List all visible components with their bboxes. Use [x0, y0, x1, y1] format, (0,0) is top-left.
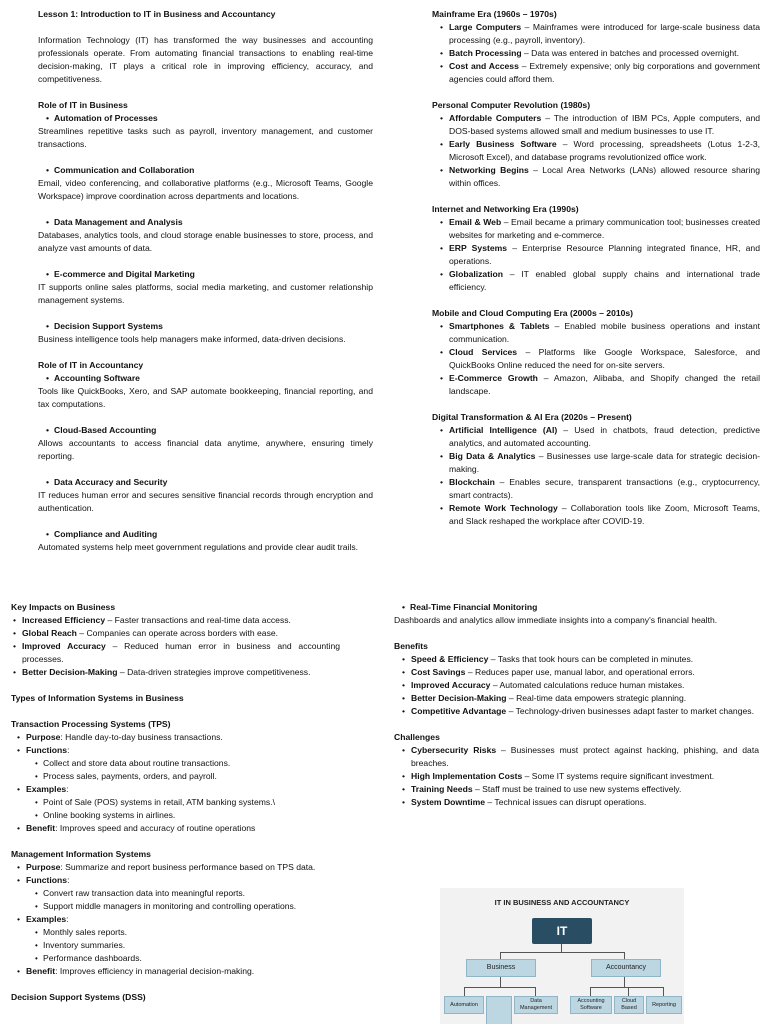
benefit-item-text: – Reduces paper use, manual labor, and operational errors.: [465, 667, 695, 677]
era-list: [432, 216, 760, 294]
diagram-title: IT IN BUSINESS AND ACCOUNTANCY: [494, 898, 630, 907]
era-item-text: – Amazon, Alibaba, and Shopify changed the retail landscape.: [449, 373, 760, 396]
diagram-root-it: IT: [532, 918, 592, 944]
diagram-business: Business: [466, 959, 536, 977]
role-accountancy-heading: Role of IT in Accountancy: [38, 360, 144, 370]
era-item: [438, 424, 760, 450]
benefits-heading: Benefits: [394, 641, 428, 651]
role-business-list: [38, 112, 373, 346]
mis-benefit-label: Benefit: [26, 966, 56, 976]
era-item-label: Networking Begins: [449, 165, 529, 175]
challenge-item-label: Cybersecurity Risks: [411, 745, 497, 755]
impact-item-label: Increased Efficiency: [22, 615, 106, 625]
tps-benefit-text: : Improves speed and accuracy of routine operations: [55, 823, 256, 833]
types-heading: Types of Information Systems in Business: [11, 693, 184, 703]
diagram-leaf-automation: Automation: [444, 996, 484, 1014]
diagram-leaf-accounting-software: Accounting Software: [570, 996, 612, 1014]
intro-paragraph: Information Technology (IT) has transformed the way businesses and accounting professionals operate. From automating financial transactions to enabling real-time decision-making, IT plays a critical role in improving efficiency, accuracy, and competitiveness.: [38, 35, 373, 84]
benefit-item-text: – Real-time data empowers strategic planning.: [506, 693, 687, 703]
mis-benefit: [15, 965, 340, 978]
era-item: [438, 164, 760, 190]
lesson-title: Lesson 1: Introduction to IT in Business and Accountancy: [38, 9, 276, 19]
challenge-item-label: High Implementation Costs: [411, 771, 523, 781]
benefit-item: [400, 666, 759, 679]
bottom-left-column: [11, 601, 340, 1004]
mis-example-item: • Performance dashboards.: [35, 952, 340, 965]
role-business-item-text: Email, video conferencing, and collaborative platforms (e.g., Microsoft Teams, Google Workspace) improve coordination across departments and locations.: [38, 178, 373, 201]
era-item: [438, 372, 760, 398]
era-heading: Personal Computer Revolution (1980s): [432, 100, 591, 110]
mis-functions-label: Functions: [26, 875, 68, 885]
era-list: [432, 112, 760, 190]
era-item-text: – Enterprise Resource Planning integrated finance, HR, and operations.: [449, 243, 760, 266]
benefit-item-text: – Tasks that took hours can be completed in minutes.: [488, 654, 694, 664]
tps-functions-list: [26, 757, 340, 783]
diagram-leaf-data-management: Data Management: [514, 996, 558, 1014]
era-item-text: – Enabled mobile business operations and instant communication.: [449, 321, 760, 344]
tps-example-item: • Online booking systems in airlines.: [35, 809, 340, 822]
benefit-item: [400, 653, 759, 666]
era-item: [438, 346, 760, 372]
era-item-label: Affordable Computers: [449, 113, 542, 123]
role-business-heading: Role of IT in Business: [38, 100, 128, 110]
era-item: [438, 60, 760, 86]
diagram-center-block: [486, 996, 512, 1024]
benefit-item-label: Cost Savings: [411, 667, 466, 677]
era-item-label: E-Commerce Growth: [449, 373, 538, 383]
it-eras-column: [432, 8, 760, 541]
era-item: [438, 476, 760, 502]
tps-examples-list: [26, 796, 340, 822]
era-item-label: Globalization: [449, 269, 503, 279]
impact-item-label: Better Decision-Making: [22, 667, 118, 677]
era-item-label: Cloud Services: [449, 347, 518, 357]
era-item-label: Email & Web: [449, 217, 502, 227]
tps-function-item: • Collect and store data about routine transactions.: [35, 757, 340, 770]
era-item-text: – The introduction of IBM PCs, Apple computers, and DOS-based systems allowed small and medium businesses to use IT.: [449, 113, 760, 136]
mis-examples-list: [26, 926, 340, 965]
impacts-heading: Key Impacts on Business: [11, 602, 116, 612]
role-business-item-heading: • Decision Support Systems: [38, 320, 373, 333]
rtfm-text: Dashboards and analytics allow immediate insights into a company's financial health.: [394, 615, 718, 625]
benefit-item: [400, 679, 759, 692]
era-item-text: – Businesses use large-scale data for strategic decision-making.: [449, 451, 760, 474]
role-business-item-heading: • Automation of Processes: [38, 112, 373, 125]
challenge-item: [400, 744, 759, 770]
impacts-list: [11, 614, 340, 679]
mis-example-item: • Monthly sales reports.: [35, 926, 340, 939]
mis-purpose-label: Purpose: [26, 862, 61, 872]
impact-item-label: Global Reach: [22, 628, 77, 638]
era-item-label: Smartphones & Tablets: [449, 321, 550, 331]
mis-functions-list: [26, 887, 340, 913]
benefit-item: [400, 692, 759, 705]
mis-examples-label: Examples: [26, 914, 67, 924]
diagram-leaf-cloud-based: Cloud Based: [614, 996, 644, 1014]
impact-item-label: Improved Accuracy: [22, 641, 106, 651]
impact-item: [11, 666, 340, 679]
tps-section: [11, 718, 340, 835]
era-item: [438, 502, 760, 528]
tps-example-item: • Point of Sale (POS) systems in retail, ATM banking systems.\: [35, 796, 340, 809]
role-accountancy-item-heading: • Data Accuracy and Security: [38, 476, 373, 489]
era-item-label: Big Data & Analytics: [449, 451, 536, 461]
challenges-list: [394, 744, 759, 809]
benefit-item-text: – Automated calculations reduce human mistakes.: [490, 680, 685, 690]
role-accountancy-item-text: Automated systems help meet government regulations and provide clear audit trails.: [38, 542, 359, 552]
era-item: [438, 138, 760, 164]
challenge-item-label: System Downtime: [411, 797, 486, 807]
challenge-item-text: – Some IT systems require significant investment.: [522, 771, 715, 781]
era-item: [438, 450, 760, 476]
era-item: [438, 112, 760, 138]
challenge-item: [400, 783, 759, 796]
era-item-text: – Email became a primary communication tool; businesses created websites for marketing and e-commerce.: [449, 217, 760, 240]
impact-item-text: – Data-driven strategies improve competitiveness.: [117, 667, 311, 677]
mis-function-item: • Support middle managers in monitoring and controlling operations.: [35, 900, 340, 913]
role-business-item-text: IT supports online sales platforms, social media marketing, and customer relationship management systems.: [38, 282, 373, 305]
tps-functions-label: Functions: [26, 745, 68, 755]
challenge-item: [400, 770, 759, 783]
challenges-heading: Challenges: [394, 732, 440, 742]
impact-item: [11, 614, 340, 627]
role-accountancy-item-heading: • Compliance and Auditing: [38, 528, 373, 541]
mis-benefit-text: : Improves efficiency in managerial decision-making.: [55, 966, 255, 976]
dss-heading: Decision Support Systems (DSS): [11, 992, 146, 1002]
it-diagram: [440, 888, 684, 1024]
mis-functions: • Functions: • Convert raw transaction data into meaningful reports. • Support middle managers in monitoring and controlling operations.: [15, 874, 340, 913]
tps-heading: Transaction Processing Systems (TPS): [11, 719, 171, 729]
role-accountancy-item-text: Allows accountants to access financial data anytime, anywhere, ensuring timely reporting.: [38, 438, 373, 461]
tps-purpose-label: Purpose: [26, 732, 61, 742]
benefit-item-label: Improved Accuracy: [411, 680, 491, 690]
role-business-item-heading: • Communication and Collaboration: [38, 164, 373, 177]
tps-purpose-text: : Handle day-to-day business transactions.: [60, 732, 223, 742]
era-item: [438, 242, 760, 268]
era-heading: Internet and Networking Era (1990s): [432, 204, 579, 214]
challenge-item-text: – Businesses must protect against hacking, phishing, and data breaches.: [411, 745, 760, 768]
tps-purpose: [15, 731, 340, 744]
tps-examples: • Examples: • Point of Sale (POS) systems in retail, ATM banking systems.\ • Online booking systems in airlines.: [15, 783, 340, 822]
era-item: [438, 320, 760, 346]
tps-examples-label: Examples: [26, 784, 67, 794]
mis-example-item: • Inventory summaries.: [35, 939, 340, 952]
role-accountancy-list: [38, 372, 373, 554]
era-item-text: – Local Area Networks (LANs) allowed resource sharing within offices.: [449, 165, 760, 188]
era-item-text: – Word processing, spreadsheets (Lotus 1-2-3, Microsoft Excel), and database programs revolutionized office work.: [449, 139, 760, 162]
impact-item: [11, 627, 340, 640]
impact-item-text: – Companies can operate across borders with ease.: [76, 628, 279, 638]
benefit-item: [400, 705, 759, 718]
era-item-label: Cost and Access: [449, 61, 519, 71]
role-business-item-heading: • E-commerce and Digital Marketing: [38, 268, 373, 281]
era-heading: Mainframe Era (1960s – 1970s): [432, 9, 557, 19]
impact-item-text: – Reduced human error in business and accounting processes.: [22, 641, 340, 664]
tps-function-item: • Process sales, payments, orders, and payroll.: [35, 770, 340, 783]
role-business-item-heading: • Data Management and Analysis: [38, 216, 373, 229]
role-business-item-text: Business intelligence tools help managers make informed, data-driven decisions.: [38, 334, 346, 344]
era-item-text: – Data was entered in batches and processed overnight.: [521, 48, 739, 58]
era-item-text: – IT enabled global supply chains and international trade efficiency.: [449, 269, 760, 292]
tps-benefit-label: Benefit: [26, 823, 56, 833]
era-item-text: – Mainframes were introduced for large-scale business data processing (e.g., payroll, inventory).: [449, 22, 760, 45]
era-item-label: ERP Systems: [449, 243, 508, 253]
era-heading: Mobile and Cloud Computing Era (2000s – 2010s): [432, 308, 634, 318]
era-item-label: Large Computers: [449, 22, 522, 32]
mis-section: [11, 848, 340, 978]
challenge-item-text: – Technical issues can disrupt operations.: [485, 797, 647, 807]
mis-list: [11, 861, 340, 978]
era-item-text: – Platforms like Google Workspace, Salesforce, and QuickBooks Online reduced the need for on-site servers.: [449, 347, 760, 370]
role-accountancy-item-heading: • Cloud-Based Accounting: [38, 424, 373, 437]
benefit-item-label: Competitive Advantage: [411, 706, 507, 716]
mis-purpose: [15, 861, 340, 874]
era-item-text: – Used in chatbots, fraud detection, predictive analytics, and automated accounting.: [449, 425, 760, 448]
era-item-label: Early Business Software: [449, 139, 557, 149]
era-item-label: Remote Work Technology: [449, 503, 558, 513]
bottom-right-column: [394, 601, 759, 809]
role-accountancy-item-text: Tools like QuickBooks, Xero, and SAP automate bookkeeping, financial reporting, and tax computations.: [38, 386, 373, 409]
era-item: [438, 47, 760, 60]
tps-benefit: [15, 822, 340, 835]
role-business-item-text: Databases, analytics tools, and cloud storage enable businesses to store, process, and analyze vast amounts of data.: [38, 230, 373, 253]
era-item-text: – Collaboration tools like Zoom, Microsoft Teams, and Slack reshaped the workplace after COVID-19.: [449, 503, 760, 526]
era-item: [438, 216, 760, 242]
era-item-label: Artificial Intelligence (AI): [449, 425, 558, 435]
era-item-label: Blockchain: [449, 477, 495, 487]
benefits-list: [394, 653, 759, 718]
role-accountancy-item-heading: • Accounting Software: [38, 372, 373, 385]
era-item-text: – Enables secure, transparent transactions (e.g., cryptocurrency, smart contracts).: [449, 477, 760, 500]
era-item-text: – Extremely expensive; only big corporations and government agencies could afford them.: [449, 61, 760, 84]
impact-item-text: – Faster transactions and real-time data access.: [105, 615, 291, 625]
era-item: [438, 268, 760, 294]
era-item-label: Batch Processing: [449, 48, 522, 58]
era-list: [432, 320, 760, 398]
diagram-leaf-reporting: Reporting: [646, 996, 682, 1014]
role-business-item-text: Streamlines repetitive tasks such as payroll, inventory management, and customer transactions.: [38, 126, 373, 149]
benefit-item-label: Better Decision-Making: [411, 693, 507, 703]
tps-functions: • Functions: • Collect and store data about routine transactions. • Process sales, payments, orders, and payroll.: [15, 744, 340, 783]
rtfm-heading: • Real-Time Financial Monitoring: [394, 601, 759, 614]
mis-examples: • Examples: • Monthly sales reports. • Inventory summaries. • Performance dashboards.: [15, 913, 340, 965]
era-list: [432, 424, 760, 528]
challenge-item-text: – Staff must be trained to use new systems effectively.: [472, 784, 682, 794]
mis-heading: Management Information Systems: [11, 849, 151, 859]
benefit-item-text: – Technology-driven businesses adapt faster to market changes.: [506, 706, 754, 716]
role-accountancy-item-text: IT reduces human error and secures sensitive financial records through encryption and authentication.: [38, 490, 373, 513]
diagram-accountancy: Accountancy: [591, 959, 661, 977]
era-list: [432, 21, 760, 86]
era-heading: Digital Transformation & AI Era (2020s – Present): [432, 412, 632, 422]
tps-list: [11, 731, 340, 835]
impact-item: [11, 640, 340, 666]
challenge-item: [400, 796, 759, 809]
benefit-item-label: Speed & Efficiency: [411, 654, 489, 664]
top-left-column: [38, 8, 373, 567]
mis-function-item: • Convert raw transaction data into meaningful reports.: [35, 887, 340, 900]
mis-purpose-text: : Summarize and report business performance based on TPS data.: [60, 862, 316, 872]
era-item: [438, 21, 760, 47]
challenge-item-label: Training Needs: [411, 784, 473, 794]
